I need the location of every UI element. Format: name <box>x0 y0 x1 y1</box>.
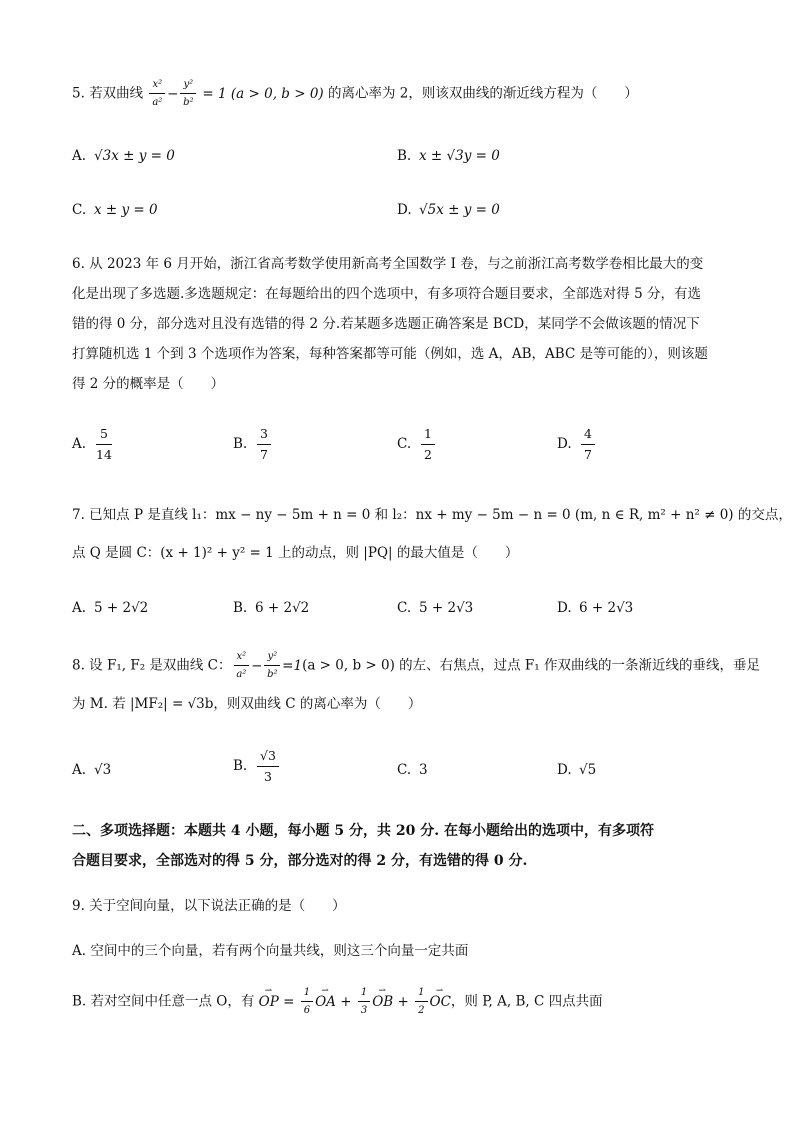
question-5-stem <box>72 80 732 108</box>
q7-option-b[interactable]: B. 6 + 2√2 <box>233 600 310 616</box>
question-7-stem: 7. 已知点 P 是直线 l₁：mx − ny − 5m + n = 0 和 l₂：nx + my − 5m − n = 0 (m, n ∈ R, m² + n² ≠ 0) 的交点， 点 Q 是圆 C：(x + 1)² + y² = 1 上的动点，则 |PQ| 的最大值是（ ） <box>72 507 792 561</box>
q6-option-d[interactable]: D. $\frac{4}{7}$ <box>557 428 597 461</box>
q5-option-d[interactable]: D. √5x ± y = 0 <box>397 202 500 218</box>
q5-option-b[interactable]: B. x ± √3y = 0 <box>397 148 500 164</box>
question-number: 5. <box>72 85 85 102</box>
q8-option-b[interactable]: B. $\frac{√3}{3}$ <box>233 750 281 783</box>
question-6-stem: 6. 从 2023 年 6 月开始，浙江省高考数学使用新高考全国数学 I 卷，与之前浙江高考数学卷相比最大的变 化是出现了多选题.多选题规定：在每题给出的四个选项中，有多项符合题目要求，全部选对得 5 分，有选 错的得 0 分，部分选对且没有选错的得 2 分.若某题多选题正确答案是 BCD，某同学不会做该题的情况下 打算随机选 1 个到 3 个选项作为答案，每种答案都等可能（例如，选 A，AB，ABC 是等可能的），则该题 得 2 分的概率是（ ） <box>72 256 708 392</box>
q7-option-a[interactable]: A. 5 + 2√2 <box>72 600 149 616</box>
question-8-stem-line2: 为 M. 若 |MF₂| = √3b，则双曲线 C 的离心率为（ ） <box>72 696 422 712</box>
q7-option-c[interactable]: C. 5 + 2√3 <box>397 600 474 616</box>
q5-option-a[interactable]: A. √3x ± y = 0 <box>72 148 175 164</box>
question-9-stem: 9. 关于空间向量，以下说法正确的是（ ） <box>72 898 346 914</box>
question-text: 若双曲线 <box>89 85 144 102</box>
q6-option-c[interactable]: C. $\frac{1}{2}$ <box>397 428 437 461</box>
q6-option-b[interactable]: B. $\frac{3}{7}$ <box>233 428 273 461</box>
q9-option-b[interactable]: B. 若对空间中任意一点 O，有 ⇀ OP = $\frac{1}{6}$ ⇀ OA + $\frac{1}{3}$ ⇀ OB + $\frac{1}{2}$ ⇀ OC，则 P, A, B, C 四点共面 <box>72 988 732 1016</box>
q8-option-a[interactable]: A. √3 <box>72 762 112 778</box>
hyperbola-equation: $\frac{\text{x²}}{\text{a²}}$ − $\frac{\text{y²}}{\text{b²}}$ = 1 (a > 0, b > 0) <box>147 86 327 102</box>
q5-option-c[interactable]: C. x ± y = 0 <box>72 202 158 218</box>
section-2-heading: 二、多项选择题：本题共 4 小题，每小题 5 分，共 20 分. 在每小题给出的选项中，有多项符 合题目要求，全部选对的得 5 分，部分选对的得 2 分，有选错的得 0 分. <box>72 823 654 869</box>
vector-equation: ⇀ OP = $\frac{1}{6}$ ⇀ OA + $\frac{1}{3}$ ⇀ OB + $\frac{1}{2}$ ⇀ OC <box>259 994 451 1010</box>
q8-option-c[interactable]: C. 3 <box>397 762 428 778</box>
question-text: 的离心率为 2，则该双曲线的渐近线方程为（ ） <box>327 85 638 102</box>
q6-option-a[interactable]: A. $\frac{5}{14}$ <box>72 426 112 462</box>
question-8-stem-line1: 8. 设 F₁, F₂ 是双曲线 C： $\frac{\text{x²}}{\text{a²}}$ − $\frac{\text{y²}}{\text{b²}}$ =1(a > 0, b > 0) 的左、右焦点，过点 F₁ 作双曲线的一条渐近线的垂线，垂足 <box>72 651 760 680</box>
q7-option-d[interactable]: D. 6 + 2√3 <box>557 600 634 616</box>
q8-option-d[interactable]: D. √5 <box>557 762 597 778</box>
q9-option-a[interactable]: A. 空间中的三个向量，若有两个向量共线，则这三个向量一定共面 <box>72 943 469 959</box>
